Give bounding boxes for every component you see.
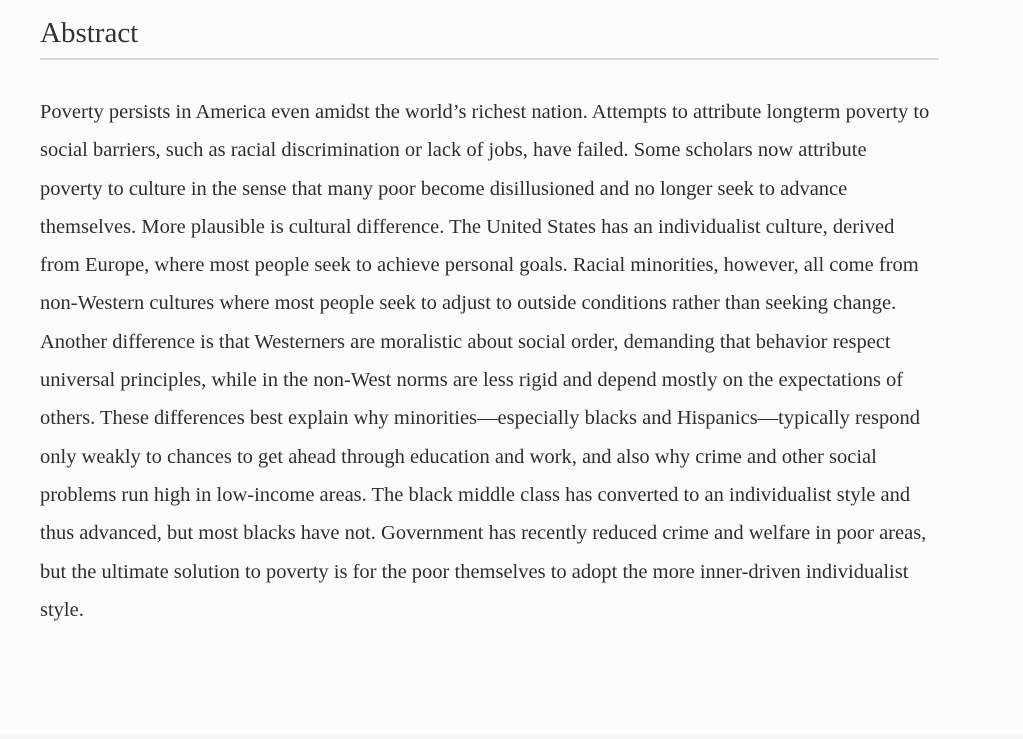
- page-bottom-edge: [0, 733, 1023, 739]
- abstract-text: Poverty persists in America even amidst the world’s richest nation. Attempts to attribute longterm poverty to social barriers, such as racial discrimination or lack of jobs, have failed. Some scholars now attribute poverty to culture in the sense that many poor become disillusioned and no longer seek to advance themselves. More plausible is cultural difference. The United States has an individualist culture, derived from Europe, where most people seek to achieve personal goals. Racial minorities, however, all come from non-Western cultures where most people seek to adjust to outside conditions rather than seeking change. Another difference is that Westerners are moralistic about social order, demanding that behavior respect universal principles, while in the non-West norms are less rigid and depend mostly on the expectations of others. These differences best explain why minorities—especially blacks and Hispanics—typically respond only weakly to chances to get ahead through education and work, and also why crime and other social problems run high in low-income areas. The black middle class has converted to an individualist style and thus advanced, but most blacks have not. Government has recently reduced crime and welfare in poor areas, but the ultimate solution to poverty is for the poor themselves to adopt the more inner-driven individualist style.: [40, 101, 930, 621]
- abstract-section: [40, 14, 939, 629]
- abstract-heading: Abstract: [40, 14, 939, 60]
